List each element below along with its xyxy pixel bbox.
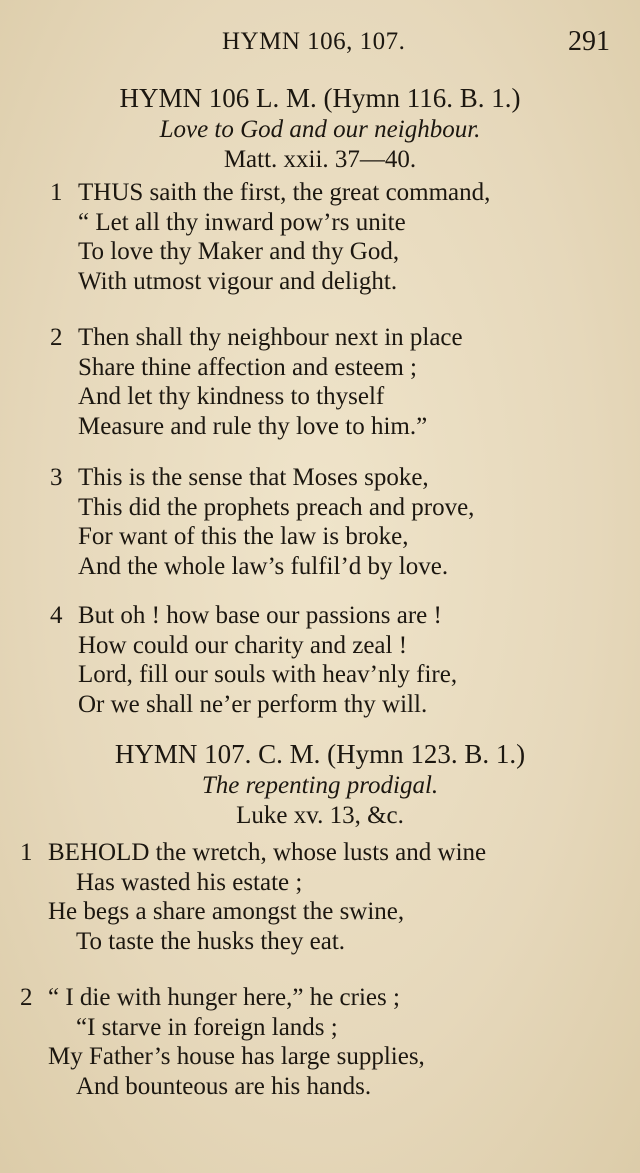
scripture-reference: Luke xv. 13, &c. — [236, 802, 404, 829]
hymn-heading: HYMN 106 L. M. (Hymn 116. B. 1.) — [119, 83, 521, 113]
verse-line: THUS saith the first, the great command, — [78, 179, 491, 206]
stanza-number: 2 — [20, 984, 33, 1011]
running-title: HYMN 106, 107. — [222, 28, 406, 55]
verse-line: But oh ! how base our passions are ! — [78, 602, 442, 629]
verse-line: This did the prophets preach and prove, — [78, 493, 475, 521]
stanza-106-2 — [50, 323, 463, 441]
verse-line: How could our charity and zeal ! — [78, 631, 408, 659]
stanza-107-2 — [20, 983, 425, 1101]
verse-line: This is the sense that Moses spoke, — [78, 464, 429, 491]
verse-line: Measure and rule thy love to him.” — [78, 412, 428, 440]
stanza-number: 1 — [20, 839, 33, 866]
page-number: 291 — [568, 26, 610, 57]
stanza-106-1 — [50, 178, 490, 296]
stanza-number: 4 — [50, 602, 63, 629]
verse-line: BEHOLD the wretch, whose lusts and wine — [48, 839, 487, 866]
verse-line: To taste the husks they eat. — [76, 927, 346, 955]
scripture-reference: Matt. xxii. 37—40. — [223, 146, 417, 173]
verse-line: To love thy Maker and thy God, — [78, 238, 400, 265]
verse-line: And the whole law’s fulfil’d by love. — [78, 552, 449, 580]
verse-line: Then shall thy neighbour next in place — [78, 324, 463, 351]
verse-line: And let thy kindness to thyself — [78, 383, 385, 410]
verse-line: With utmost vigour and delight. — [78, 267, 398, 295]
verse-line: He begs a share amongst the swine, — [48, 898, 405, 925]
hymn-106 — [0, 82, 640, 175]
verse-line: Share thine affection and esteem ; — [78, 353, 417, 381]
hymn-subtitle: Love to God and our neighbour. — [159, 116, 481, 143]
verse-line: Has wasted his estate ; — [76, 868, 303, 896]
hymn-subtitle: The repenting prodigal. — [201, 772, 439, 799]
verse-line: “ Let all thy inward pow’rs unite — [78, 208, 406, 236]
verse-line: Lord, fill our souls with heav’nly fire, — [78, 661, 458, 688]
running-head — [0, 28, 640, 62]
stanza-107-1 — [20, 838, 486, 956]
verse-line: Or we shall ne’er perform thy will. — [78, 690, 428, 718]
stanza-number: 1 — [50, 179, 63, 206]
verse-line: “I starve in foreign lands ; — [76, 1013, 338, 1041]
stanza-number: 2 — [50, 324, 63, 351]
verse-line: My Father’s house has large supplies, — [48, 1043, 425, 1070]
hymn-107 — [0, 738, 640, 831]
stanza-106-4 — [50, 601, 457, 719]
hymn-heading: HYMN 107. C. M. (Hymn 123. B. 1.) — [114, 739, 526, 769]
verse-line: “ I die with hunger here,” he cries ; — [48, 984, 400, 1011]
verse-line: For want of this the law is broke, — [78, 523, 409, 550]
stanza-number: 3 — [50, 464, 63, 491]
stanza-106-3 — [50, 463, 474, 581]
verse-line: And bounteous are his hands. — [76, 1072, 372, 1100]
